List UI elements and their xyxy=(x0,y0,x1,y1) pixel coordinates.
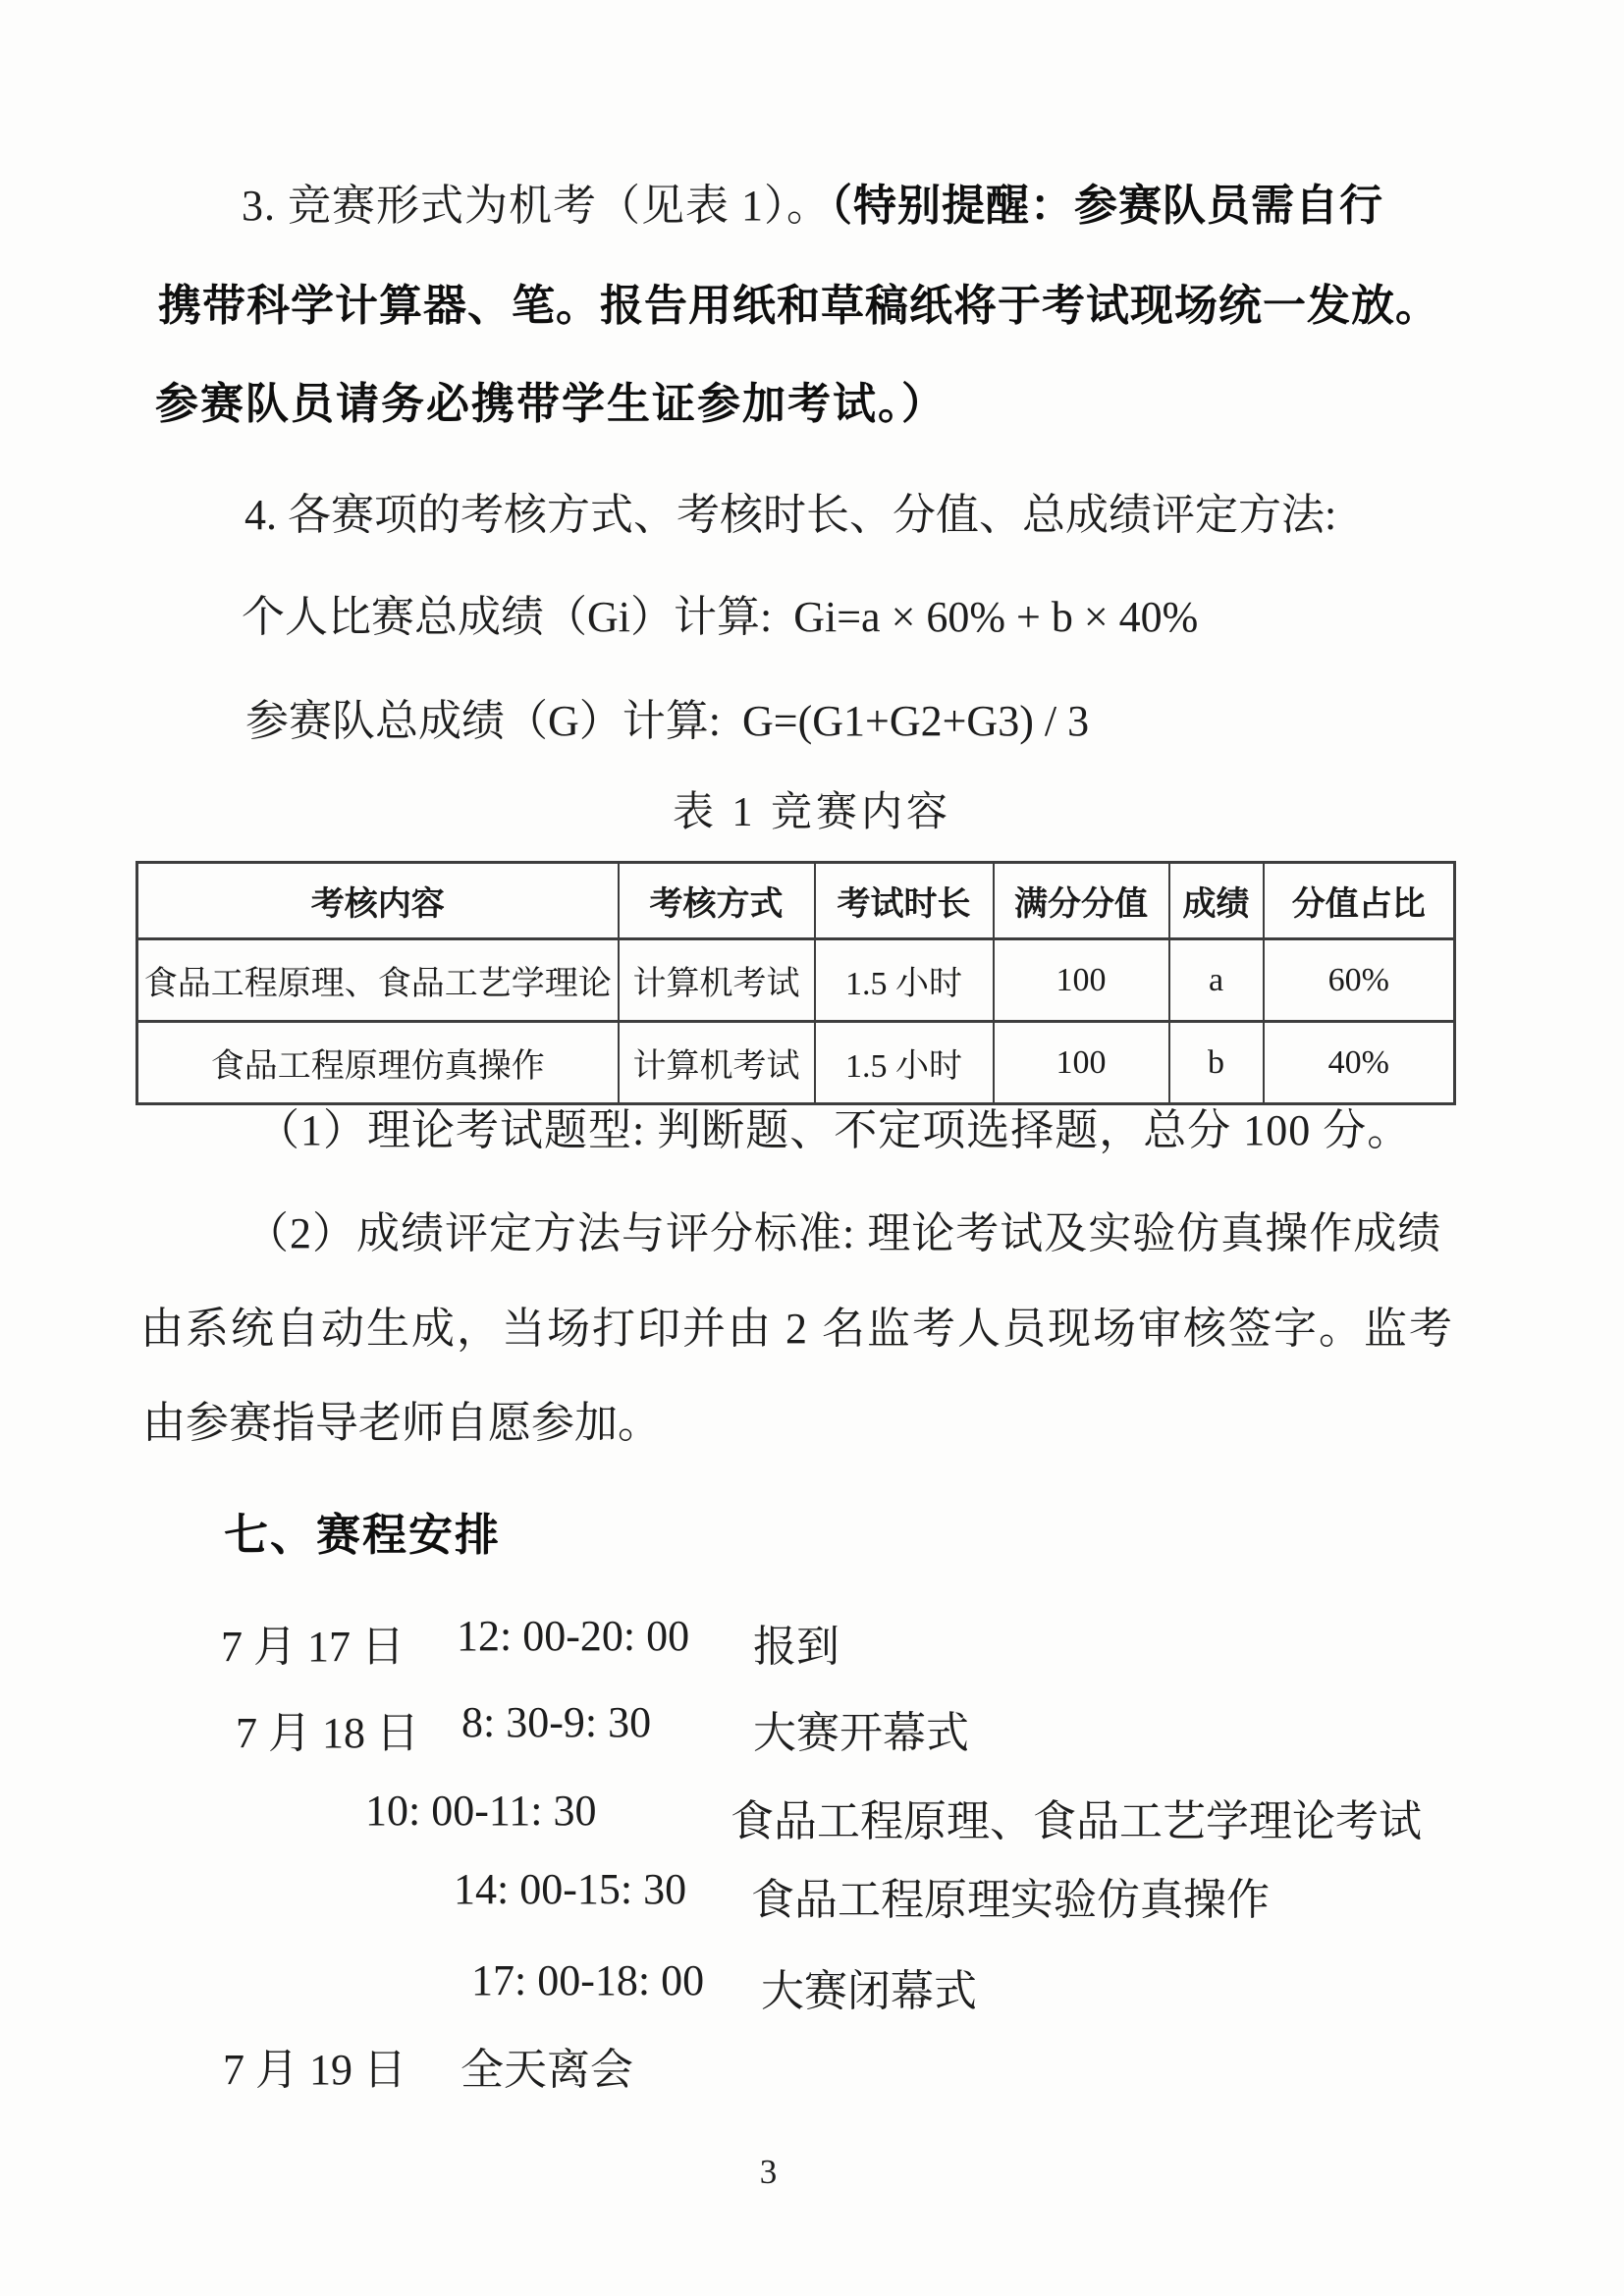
schedule-event: 报到 xyxy=(753,1623,839,1671)
schedule-time: 10: 00-11: 30 xyxy=(365,1787,597,1835)
schedule-time: 全天离会 xyxy=(460,2046,633,2094)
cell-exam-duration: 1.5 小时 xyxy=(815,1022,994,1104)
cell-assessment-content: 食品工程原理仿真操作 xyxy=(137,1022,619,1104)
schedule-event: 大赛闭幕式 xyxy=(761,1967,977,2015)
schedule-time: 14: 00-15: 30 xyxy=(454,1865,687,1913)
paragraph-3-bold-reminder-start: （特别提醒：参赛队员需自行 xyxy=(831,182,1383,230)
schedule-row xyxy=(0,2034,1624,2093)
paragraph-3-line-1 xyxy=(242,183,1383,230)
formula-team-total-score: 参赛队总成绩（G）计算: G=(G1+G2+G3) / 3 xyxy=(245,697,1090,745)
note-2-line-1: （2）成绩评定方法与评分标准: 理论考试及实验仿真操作成绩 xyxy=(245,1209,1442,1257)
schedule-time: 12: 00-20: 00 xyxy=(457,1612,690,1660)
note-1-exam-question-types: （1）理论考试题型: 判断题、不定项选择题，总分 100 分。 xyxy=(256,1106,1412,1154)
schedule-date: 7 月 18 日 xyxy=(236,1709,419,1757)
paragraph-4-line-1: 4. 各赛项的考核方式、考核时长、分值、总成绩评定方法: xyxy=(244,491,1337,539)
cell-assessment-method: 计算机考试 xyxy=(619,1022,815,1104)
schedule-row xyxy=(0,1786,1624,1844)
paragraph-3-normal-text: 3. 竞赛形式为机考（见表 1）。 xyxy=(242,182,831,230)
schedule-event: 大赛开幕式 xyxy=(753,1709,969,1757)
cell-score-weight: 60% xyxy=(1264,939,1455,1022)
schedule-date: 7 月 19 日 xyxy=(223,2046,406,2094)
cell-exam-duration: 1.5 小时 xyxy=(815,939,994,1022)
schedule-row xyxy=(0,1697,1624,1756)
section-7-heading: 七、赛程安排 xyxy=(224,1511,502,1560)
competition-content-table xyxy=(135,861,1456,1105)
table-row xyxy=(137,939,1455,1022)
cell-assessment-method: 计算机考试 xyxy=(619,939,815,1022)
schedule-time: 8: 30-9: 30 xyxy=(461,1698,652,1746)
schedule-event: 食品工程原理、食品工艺学理论考试 xyxy=(731,1797,1422,1845)
header-cell-full-score: 满分分值 xyxy=(994,863,1169,939)
cell-assessment-content: 食品工程原理、食品工艺学理论 xyxy=(137,939,619,1022)
header-cell-assessment-method: 考核方式 xyxy=(619,863,815,939)
schedule-event: 食品工程原理实验仿真操作 xyxy=(751,1876,1270,1924)
header-cell-score: 成绩 xyxy=(1169,863,1264,939)
paragraph-3-line-3: 参赛队员请务必携带学生证参加考试。） xyxy=(155,380,947,428)
schedule-date: 7 月 17 日 xyxy=(221,1623,405,1671)
formula-individual-total-score: 个人比赛总成绩（Gi）计算: Gi=a × 60% + b × 40% xyxy=(242,593,1199,641)
cell-full-score: 100 xyxy=(994,939,1169,1022)
cell-score: a xyxy=(1169,939,1264,1022)
table-header-row xyxy=(137,863,1455,939)
schedule-row xyxy=(0,1864,1624,1923)
note-2-line-2: 由系统自动生成，当场打印并由 2 名监考人员现场审核签字。监考 xyxy=(140,1305,1454,1353)
header-cell-assessment-content: 考核内容 xyxy=(137,863,619,939)
table-caption: 表 1 竞赛内容 xyxy=(672,790,951,835)
cell-score: b xyxy=(1169,1022,1264,1104)
header-cell-exam-duration: 考试时长 xyxy=(815,863,994,939)
paragraph-3-line-2: 携带科学计算器、笔。报告用纸和草稿纸将于考试现场统一发放。 xyxy=(158,282,1439,330)
schedule-row xyxy=(0,1611,1624,1670)
note-2-line-3: 由参赛指导老师自愿参加。 xyxy=(142,1399,661,1447)
cell-score-weight: 40% xyxy=(1264,1022,1455,1104)
header-cell-score-weight: 分值占比 xyxy=(1264,863,1455,939)
schedule-time: 17: 00-18: 00 xyxy=(471,1956,705,2004)
table-row xyxy=(137,1022,1455,1104)
cell-full-score: 100 xyxy=(994,1022,1169,1104)
page-number: 3 xyxy=(759,2153,778,2191)
schedule-row xyxy=(0,1955,1624,2014)
